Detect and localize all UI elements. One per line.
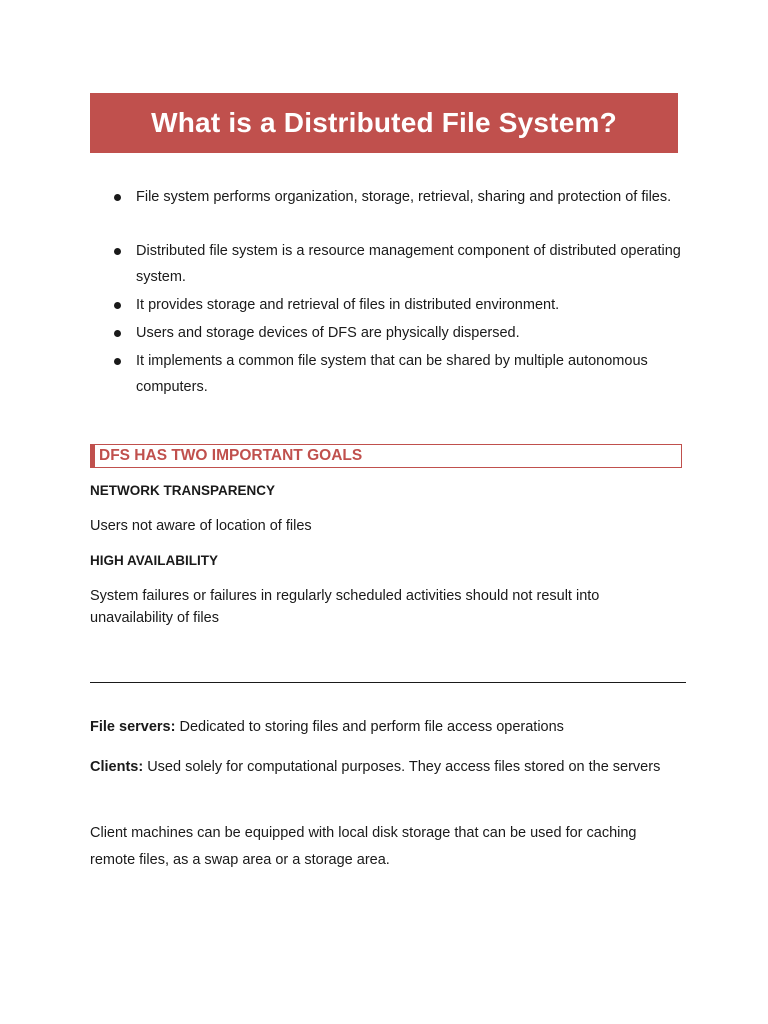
high-availability-text: System failures or failures in regularly scheduled activities should not result into unavailability of files: [90, 588, 600, 626]
bullet-dot-icon: [114, 194, 121, 201]
bullet-text: Distributed file system is a resource management component of distributed operating system.: [136, 243, 681, 285]
page-title: What is a Distributed File System?: [151, 107, 617, 138]
file-servers-definition: [90, 714, 690, 741]
bullet-text: Users and storage devices of DFS are physically dispersed.: [136, 325, 520, 341]
goals-header-text: DFS HAS TWO IMPORTANT GOALS: [99, 447, 363, 464]
bullet-text: It implements a common file system that can be shared by multiple autonomous computers.: [136, 353, 648, 395]
clients-term: Clients:: [90, 759, 144, 775]
file-servers-text: Dedicated to storing files and perform file access operations: [175, 719, 564, 735]
title-banner: [90, 93, 678, 153]
bullet-item: [90, 292, 690, 319]
horizontal-divider: [90, 682, 686, 683]
client-machines-text: Client machines can be equipped with local disk storage that can be used for caching remote files, as a swap area or a storage area.: [90, 825, 637, 868]
bullet-item: [90, 348, 690, 401]
bullet-dot-icon: [114, 330, 121, 337]
bullet-text: File system performs organization, storage, retrieval, sharing and protection of files.: [136, 189, 672, 205]
bullet-item: [90, 238, 690, 291]
bullet-dot-icon: [114, 248, 121, 255]
bullet-item: [90, 184, 690, 237]
network-transparency-heading: NETWORK TRANSPARENCY: [90, 483, 275, 498]
network-transparency-text: Users not aware of location of files: [90, 518, 312, 534]
bullet-item: [90, 320, 690, 347]
goals-section-header: [90, 444, 682, 468]
clients-definition: [90, 754, 680, 781]
bullet-list: [90, 184, 690, 402]
high-availability-heading: HIGH AVAILABILITY: [90, 553, 218, 568]
bullet-dot-icon: [114, 302, 121, 309]
bullet-text: It provides storage and retrieval of files in distributed environment.: [136, 297, 560, 313]
bullet-dot-icon: [114, 358, 121, 365]
clients-text: Used solely for computational purposes. They access files stored on the servers: [143, 759, 661, 775]
file-servers-term: File servers:: [90, 719, 176, 735]
